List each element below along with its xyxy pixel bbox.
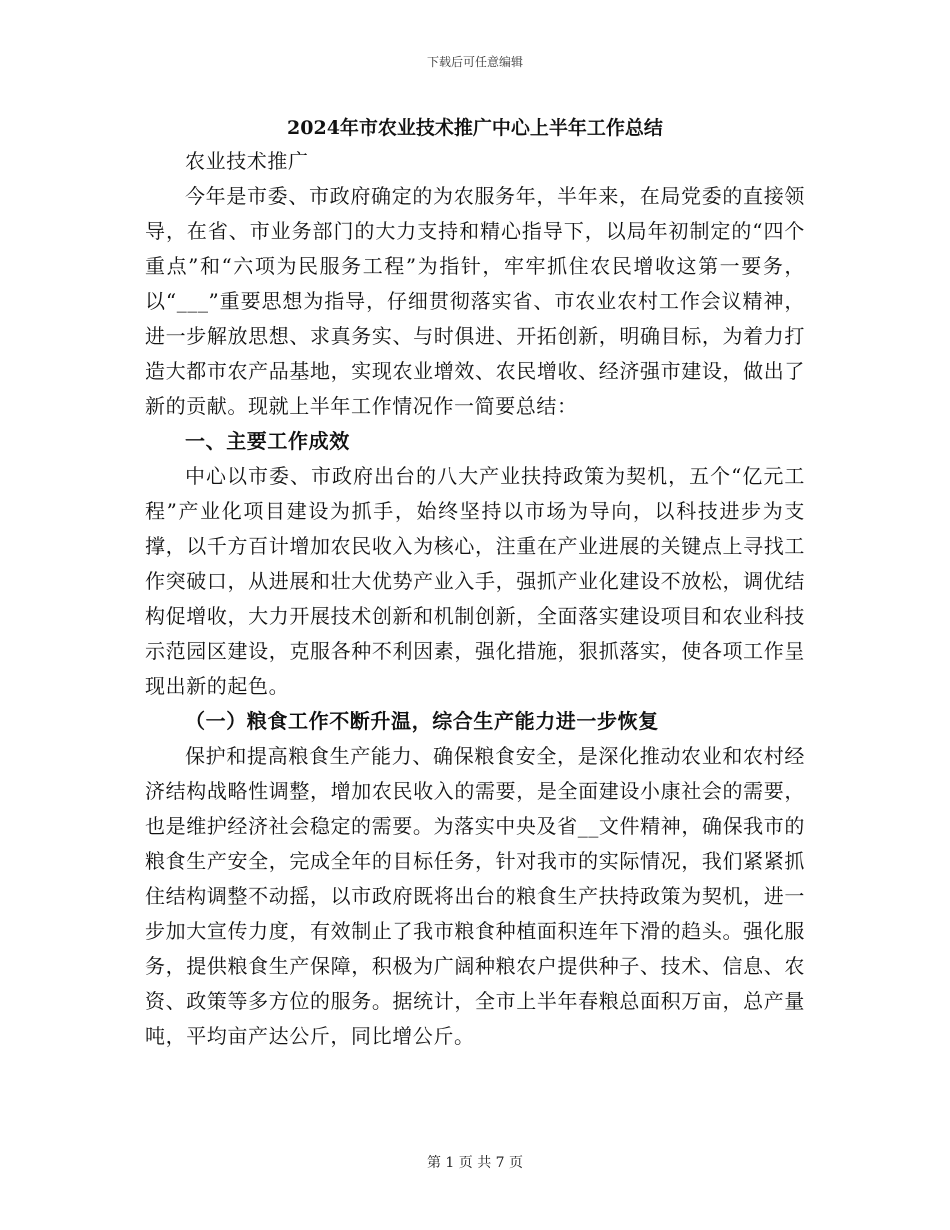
document-body	[145, 144, 805, 1054]
document-title: 2024年市农业技术推广中心上半年工作总结	[287, 117, 663, 139]
document-subtitle: 农业技术推广	[185, 149, 309, 173]
subsection-paragraph-grain: 保护和提高粮食生产能力、确保粮食安全，是深化推动农业和农村经济结构战略性调整，增加农民收入的需要，是全面建设小康社会的需要，也是维护经济社会稳定的需要。为落实中央及省__文件精神，确保我市的粮食生产安全，完成全年的目标任务，针对我市的实际情况，我们紧紧抓住结构调整不动摇，以市政府既将出台的粮食生产扶持政策为契机，进一步加大宣传力度，有效制止了我市粮食种植面积连年下滑的趋头。强化服务，提供粮食生产保障，积极为广阔种粮农户提供种子、技术、信息、农资、政策等多方位的服务。据统计，全市上半年春粮总面积万亩，总产量吨，平均亩产达公斤，同比增公斤。	[145, 744, 805, 1048]
intro-paragraph: 今年是市委、市政府确定的为农服务年，半年来，在局党委的直接领导，在省、市业务部门的大力支持和精心指导下，以局年初制定的“四个重点”和“六项为民服务工程”为指针，牢牢抓住农民增收这第一要务，以“___”重要思想为指导，仔细贯彻落实省、市农业农村工作会议精神，进一步解放思想、求真务实、与时俱进、开拓创新，明确目标，为着力打造大都市农产品基地，实现农业增效、农民增收、经济强市建设，做出了新的贡献。现就上半年工作情况作一简要总结：	[145, 184, 805, 418]
section-heading-main-results: 一、主要工作成效	[185, 429, 350, 453]
page-footer-number: 第 1 页 共 7 页	[426, 1155, 524, 1171]
page-header-note: 下载后可任意编辑	[426, 55, 523, 69]
subsection-heading-grain: （一）粮食工作不断升温，综合生产能力进一步恢复	[185, 709, 659, 733]
section-paragraph-main-results: 中心以市委、市政府出台的八大产业扶持政策为契机，五个“亿元工程”产业化项目建设为抓手，始终坚持以市场为导向，以科技进步为支撑，以千方百计增加农民收入为核心，注重在产业进展的关键点上寻找工作突破口，从进展和壮大优势产业入手，强抓产业化建设不放松，调优结构促增收，大力开展技术创新和机制创新，全面落实建设项目和农业科技示范园区建设，克服各种不利因素，强化措施，狠抓落实，使各项工作呈现出新的起色。	[145, 464, 805, 698]
